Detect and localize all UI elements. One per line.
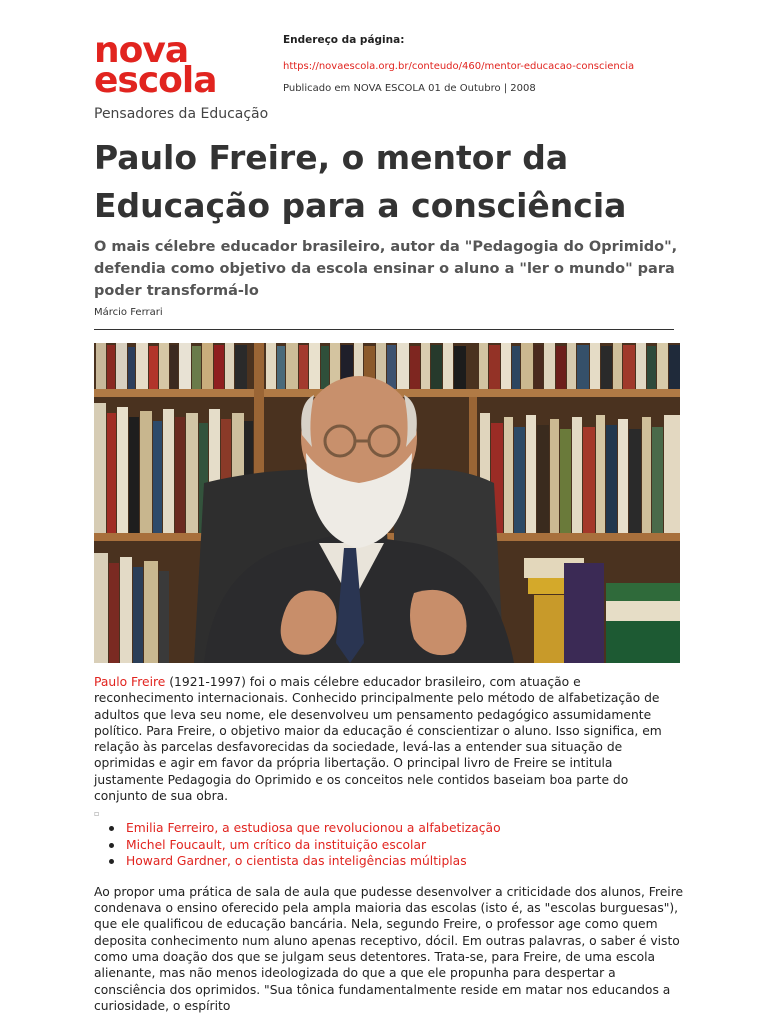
paulo-freire-link[interactable]: Paulo Freire: [94, 675, 166, 689]
logo-line-1: nova: [94, 30, 189, 71]
author-name: Márcio Ferrari: [94, 307, 163, 318]
logo-line-2: escola: [94, 60, 217, 101]
publication-info: Publicado em NOVA ESCOLA 01 de Outubro | 2008: [283, 83, 536, 94]
intro-text: (1921-1997) foi o mais célebre educador brasileiro, com atuação e reconhecimento internacionais. Conhecido principalmente pelo método de alfabetização de adultos que leva seu nome, ele desenvolveu um pensamento pedagógico assumidamente político. Para Freire, o objetivo maior da educação é conscientizar o aluno. Isso significa, em relação às parcelas desfavorecidas da sociedade, levá-las a entender sua situação de oprimidas e agir em favor da própria libertação. O principal livro de Freire se intitula justamente Pedagogia do Oprimido e os conceitos nele contidos baseiam boa parte do conjunto de sua obra.: [94, 675, 662, 804]
related-link-item: [126, 820, 684, 837]
page-meta: [283, 34, 723, 94]
related-link-emilia-ferreiro[interactable]: Emilia Ferreiro, a estudiosa que revolucionou a alfabetização: [126, 821, 501, 836]
address-label: Endereço da página:: [283, 34, 405, 46]
paulo-freire-photo: [94, 343, 680, 663]
related-link-item: [126, 837, 684, 854]
related-links-list: [94, 820, 684, 870]
related-link-howard-gardner[interactable]: Howard Gardner, o cientista das inteligências múltiplas: [126, 854, 467, 869]
intro-paragraph: [94, 674, 684, 804]
related-link-michel-foucault[interactable]: Michel Foucault, um crítico da instituição escolar: [126, 837, 427, 852]
body-paragraph: Ao propor uma prática de sala de aula que pudesse desenvolver a criticidade dos alunos, Freire condenava o ensino oferecido pela ampla maioria das escolas (isto é, as "escolas burguesas"), que ele qualificou de educação bancária. Nela, segundo Freire, o professor age como quem deposita conhecimento num aluno apenas receptivo, dócil. Em outras palavras, o saber é visto como uma doação dos que se julgam seus detentores. Trata-se, para Freire, de uma escola alienante, mas não menos ideologizada do que a que ele propunha para despertar a consciência dos oprimidos. "Sua tônica fundamentalmente reside em matar nos educandos a curiosidade, o espírito: [94, 884, 684, 1013]
header-divider: [94, 329, 674, 330]
image-placeholder-icon: ▫: [94, 809, 100, 819]
page-url-link[interactable]: https://novaescola.org.br/conteudo/460/mentor-educacao-consciencia: [283, 61, 635, 72]
nova-escola-logo[interactable]: [94, 30, 244, 101]
section-name: Pensadores da Educação: [94, 106, 269, 122]
article-body: [94, 674, 684, 1014]
related-link-item: [126, 853, 684, 870]
page-title: Paulo Freire, o mentor da Educação para a consciência: [94, 138, 627, 225]
article-subtitle: O mais célebre educador brasileiro, autor da "Pedagogia do Oprimido", defendia como objetivo da escola ensinar o aluno a "ler o mundo" para poder transformá-lo: [94, 239, 678, 299]
